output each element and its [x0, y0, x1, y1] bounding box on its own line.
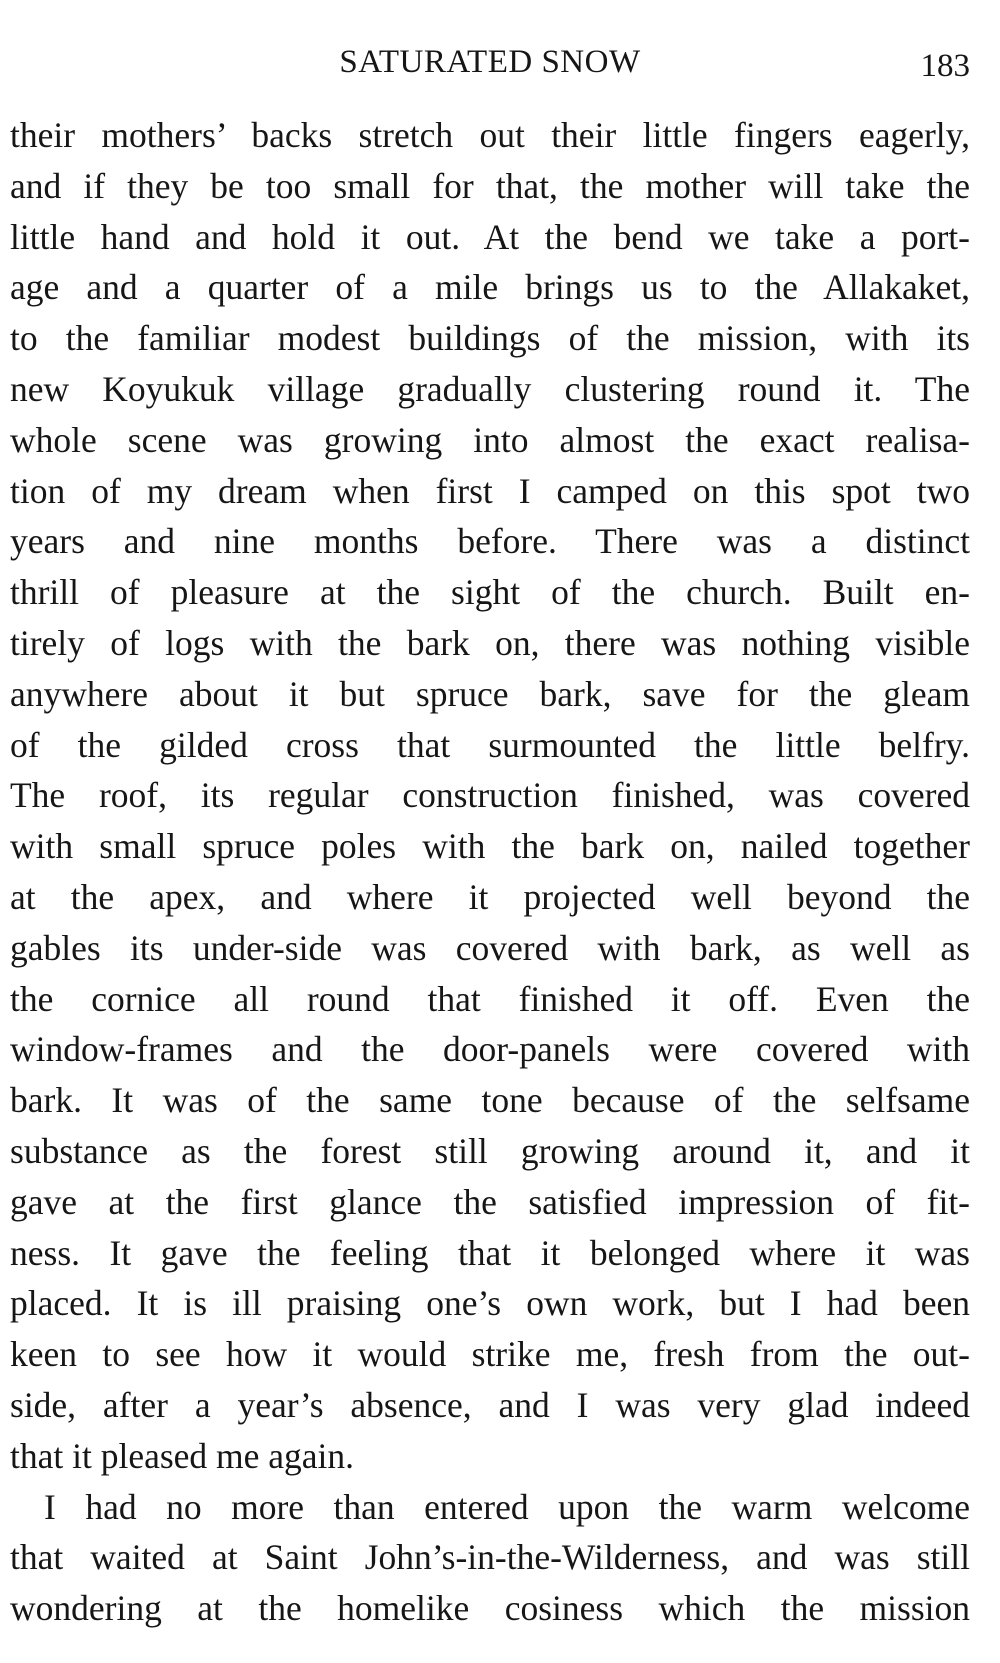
text-line: with small spruce poles with the bark on, nailed together: [10, 826, 970, 867]
text-line: wondering at the homelike cosiness which the mission: [10, 1588, 970, 1629]
text-line: years and nine months before. There was a distinct: [10, 521, 970, 562]
text-line: ness. It gave the feeling that it belonged where it was: [10, 1232, 970, 1273]
text-line: that waited at Saint John’s-in-the-Wilderness, and was still: [10, 1537, 970, 1578]
text-line: tirely of logs with the bark on, there was nothing visible: [10, 622, 970, 663]
text-line: The roof, its regular construction finished, was covered: [10, 775, 970, 816]
text-line: little hand and hold it out. At the bend we take a port-: [10, 216, 970, 257]
text-line: substance as the forest still growing around it, and it: [10, 1130, 970, 1171]
text-line: thrill of pleasure at the sight of the church. Built en-: [10, 572, 970, 613]
text-line: new Koyukuk village gradually clustering round it. The: [10, 368, 970, 409]
text-line: tion of my dream when first I camped on this spot two: [10, 470, 970, 511]
text-line: the cornice all round that finished it off. Even the: [10, 978, 970, 1019]
text-line: at the apex, and where it projected well beyond the: [10, 876, 970, 917]
text-line: placed. It is ill praising one’s own work, but I had been: [10, 1283, 970, 1324]
running-title: SATURATED SNOW: [339, 44, 641, 80]
text-line: side, after a year’s absence, and I was very glad indeed: [10, 1384, 970, 1425]
text-line: to the familiar modest buildings of the mission, with its: [10, 318, 970, 359]
text-line: of the gilded cross that surmounted the little belfry.: [10, 724, 970, 765]
text-line: that it pleased me again.: [10, 1435, 355, 1476]
text-line: bark. It was of the same tone because of the selfsame: [10, 1080, 970, 1121]
running-head: [10, 40, 970, 84]
body-text: [10, 110, 970, 1634]
text-line: anywhere about it but spruce bark, save for the gleam: [10, 673, 970, 714]
paragraph: [10, 1482, 970, 1634]
text-line: gave at the first glance the satisfied impression of fit-: [10, 1181, 970, 1222]
text-line: age and a quarter of a mile brings us to the Allakaket,: [10, 267, 970, 308]
text-line: and if they be too small for that, the mother will take the: [10, 165, 970, 206]
text-line: I had no more than entered upon the warm welcome: [44, 1486, 970, 1527]
text-line: whole scene was growing into almost the exact realisa-: [10, 419, 970, 460]
page-number: 183: [920, 48, 970, 84]
text-line: keen to see how it would strike me, fresh from the out-: [10, 1334, 970, 1375]
text-line: their mothers’ backs stretch out their little fingers eagerly,: [10, 115, 970, 155]
text-line: window-frames and the door-panels were covered with: [10, 1029, 970, 1070]
paragraph: [10, 110, 970, 1482]
text-line: gables its under-side was covered with bark, as well as: [10, 927, 970, 968]
